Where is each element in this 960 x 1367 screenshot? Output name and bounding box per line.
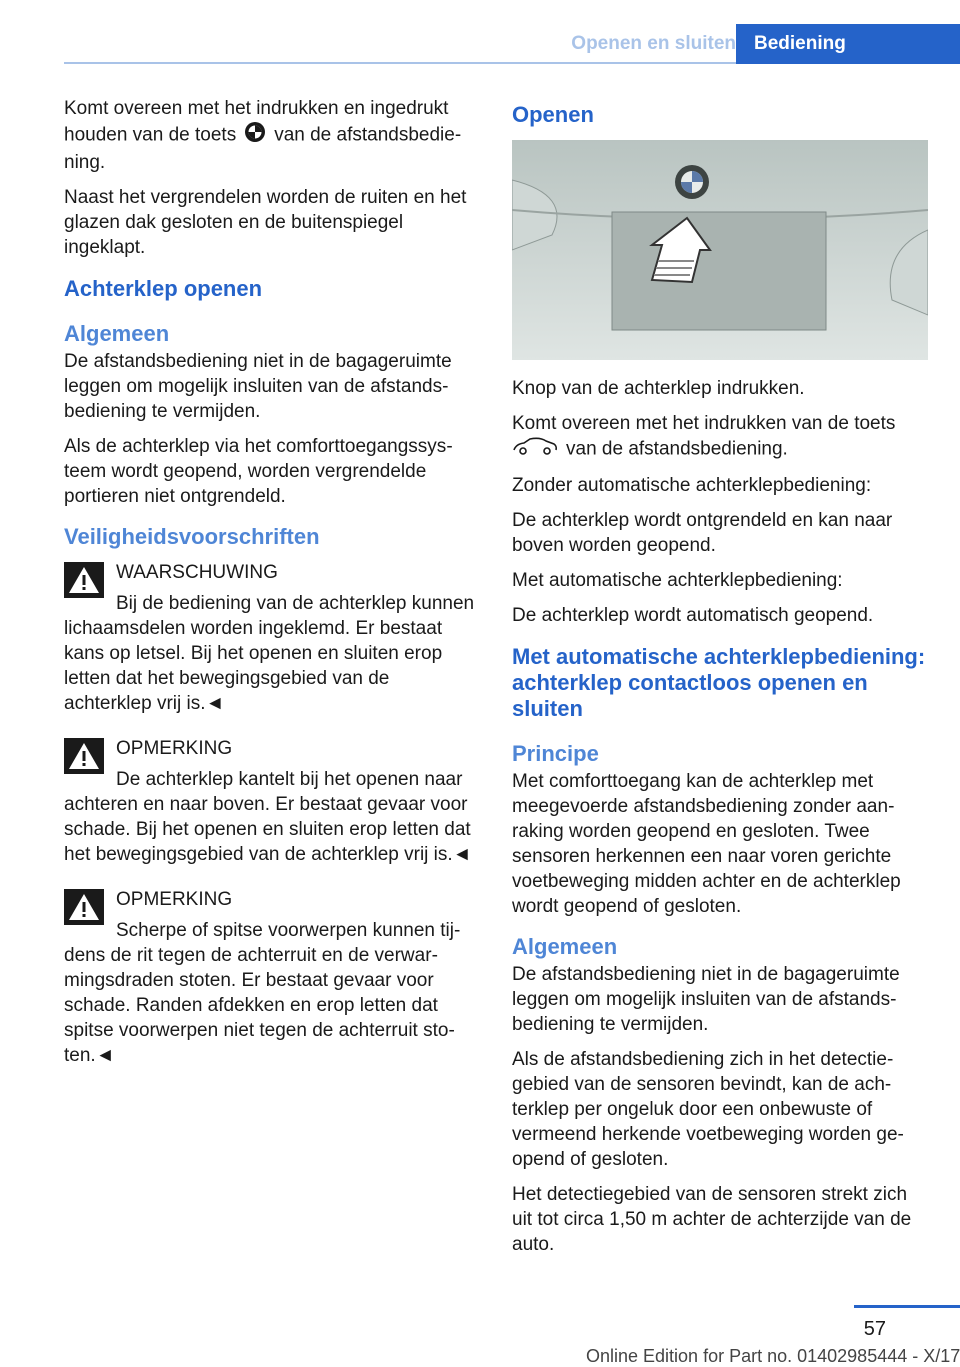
paragraph: Komt overeen met het indrukken en ingedrukt houden van de toets van de afstandsbediening. bbox=[64, 98, 462, 173]
right-column bbox=[512, 96, 928, 1267]
warning-title: WAARSCHUWING bbox=[116, 562, 278, 583]
paragraph: De afstandsbediening niet in de bagageruimte leggen om mogelijk insluiten van de afstandsbediening te vermijden. bbox=[512, 964, 900, 1035]
paragraph: Het detectiegebied van de sensoren strekt zich uit tot circa 1,50 m achter de achterzijde van de auto. bbox=[512, 1184, 912, 1255]
page-number: 57 bbox=[863, 1318, 886, 1340]
paragraph: De achterklep wordt ontgrendeld en kan naar boven worden geopend. bbox=[512, 510, 893, 556]
note-block bbox=[64, 887, 480, 1068]
chapter-tab: Bediening bbox=[736, 24, 960, 64]
edition-footer: Online Edition for Part no. 01402985444 - X/17 bbox=[586, 1346, 960, 1366]
subheading: Algemeen bbox=[512, 934, 618, 959]
warning-text: Bij de bediening van de achterklep kunnen lichaamsdelen worden ingeklemd. Er bestaat kans op letsel. Bij het openen en sluiten erop letten dat het bewegingsgebied van de achterklep vrij is.◄ bbox=[64, 593, 475, 714]
subheading: Veiligheidsvoorschriften bbox=[64, 524, 320, 549]
subheading: Algemeen bbox=[64, 321, 170, 346]
section-heading: Openen bbox=[512, 102, 594, 127]
figure-caption: Knop van de achterklep indrukken. bbox=[512, 378, 805, 399]
car-tailgate-key-icon bbox=[512, 436, 558, 463]
paragraph: Zonder automatische achterklepbediening: bbox=[512, 475, 872, 496]
section-heading: Met automatische achterklepbediening: achterklep contactloos openen en sluiten bbox=[512, 644, 926, 721]
section-heading: Achterklep openen bbox=[64, 276, 263, 301]
note-text: Scherpe of spitse voorwerpen kunnen tijdens de rit tegen de achterruit en de verwarmingsdraden stoten. Er bestaat gevaar voor schade. Randen afdekken en erop letten dat spitse voorwerpen niet tegen de achterruit stoten.◄ bbox=[64, 920, 461, 1066]
paragraph: Komt overeen met het indrukken van de toets van de afstandsbediening. bbox=[512, 411, 928, 463]
paragraph: Met automatische achterklepbediening: bbox=[512, 570, 843, 591]
footer-rule bbox=[854, 1305, 960, 1308]
note-title: OPMERKING bbox=[116, 889, 233, 910]
section-title: Openen en sluiten bbox=[571, 33, 736, 54]
left-column bbox=[64, 96, 480, 1088]
note-text: De achterklep kantelt bij het openen naar achteren en naar boven. Er bestaat gevaar voor schade. Bij het openen en sluiten erop letten dat het bewegingsgebied van de achterklep vrij is.◄ bbox=[64, 769, 472, 865]
paragraph: De afstandsbediening niet in de bagageruimte leggen om mogelijk insluiten van de afstandsbediening te vermijden. bbox=[64, 351, 452, 422]
warning-triangle-icon bbox=[64, 738, 104, 774]
note-title: OPMERKING bbox=[116, 738, 233, 759]
bmw-roundel-key-icon bbox=[244, 121, 266, 150]
paragraph: Naast het vergrendelen worden de ruiten en het glazen dak gesloten en de buitenspiegel ingeklapt. bbox=[64, 187, 467, 258]
subheading: Principe bbox=[512, 741, 599, 766]
note-block bbox=[64, 736, 480, 867]
warning-triangle-icon bbox=[64, 562, 104, 598]
paragraph: Als de achterklep via het comforttoegangssysteem wordt geopend, worden vergrendelde portieren niet ontgrendeld. bbox=[64, 436, 453, 507]
warning-block bbox=[64, 560, 480, 716]
tailgate-button-illustration bbox=[512, 140, 928, 360]
paragraph: De achterklep wordt automatisch geopend. bbox=[512, 605, 874, 626]
paragraph: Als de afstandsbediening zich in het detectiegebied van de sensoren bevindt, kan de achterklep per ongeluk door een onbewuste of vermeend herkende voetbeweging worden geopend of gesloten. bbox=[512, 1049, 904, 1170]
paragraph: Met comforttoegang kan de achterklep met meegevoerde afstandsbediening zonder aanraking worden geopend en gesloten. Twee sensoren herkennen een naar voren gerichte voetbeweging midden achter en de achterklep wordt geopend of gesloten. bbox=[512, 771, 901, 917]
warning-triangle-icon bbox=[64, 889, 104, 925]
